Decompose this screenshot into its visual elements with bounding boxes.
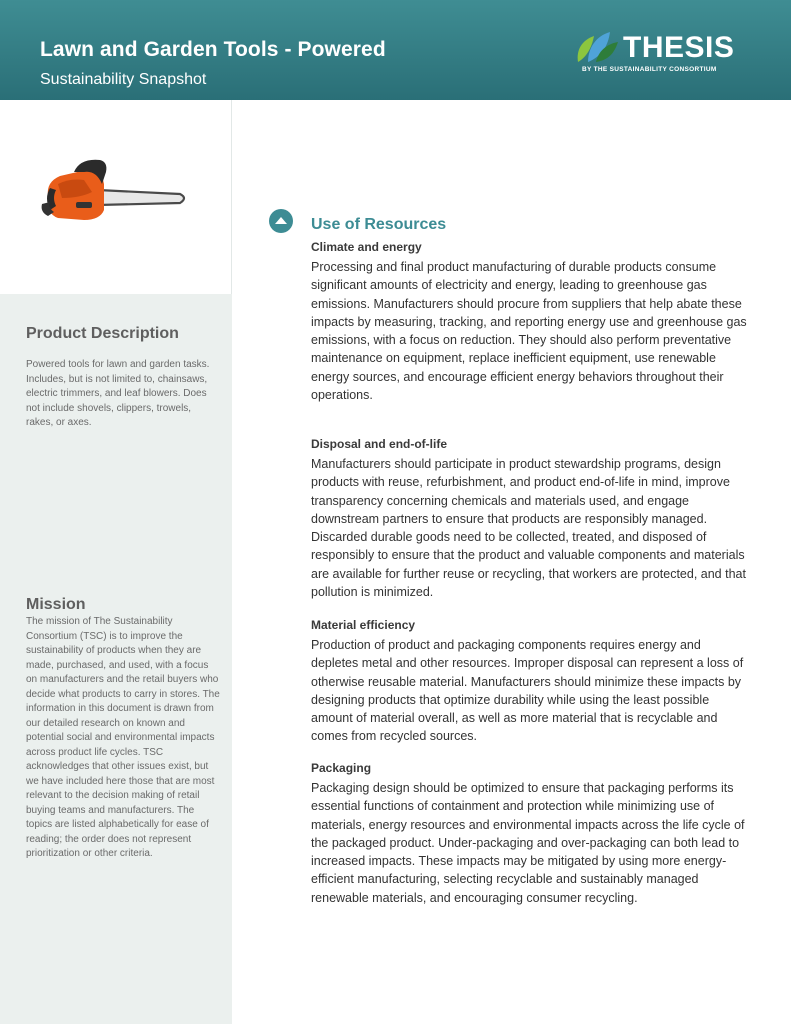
section-title: Use of Resources bbox=[311, 216, 447, 233]
chainsaw-image bbox=[40, 158, 190, 228]
triangle-up-icon bbox=[269, 209, 293, 233]
product-description-text: Powered tools for lawn and garden tasks. Includes, but is not limited to, chainsaws, electric trimmers, and leaf blowers. Does not include shovels, clippers, trowels, rakes, or axes. bbox=[26, 359, 210, 428]
topic-text-disposal: Manufacturers should participate in product stewardship programs, design products with reuse, refurbishment, and product end-of-life in mind, improve transparency concerning chemicals and materials used, and engage downstream partners to ensure that products are responsibly managed. Discarded durable goods need to be collected, treated, and disposed of responsibly to ensure that the product and valuable components and materials are available for further reuse or recycling, that workers are protected, and that pollution is minimized. bbox=[311, 457, 746, 600]
topic-text-climate: Processing and final product manufacturing of durable products consume significant amounts of electricity and energy, leading to greenhouse gas emissions. Manufacturers should procure from suppliers that help abate these impacts by measuring, tracking, and reporting energy use and greenhouse gas emissions, with a focus on reduction. They should also perform preventative maintenance on equipment, replace inefficient equipment, use renewable energy sources, and encourage efficient energy behaviors throughout their operations. bbox=[311, 260, 747, 403]
thesis-logo bbox=[574, 28, 744, 78]
topic-heading-material: Material efficiency bbox=[311, 618, 416, 632]
divider bbox=[231, 100, 232, 294]
topic-heading-packaging: Packaging bbox=[311, 761, 372, 775]
topic-text-material: Production of product and packaging components requires energy and depletes metal and other resources. Improper disposal can represent a loss of otherwise reusable material. Manufacturers should minimize these impacts by designing products that optimize durability while using the least possible amount of material overall, as well as more material that is recyclable and comes from recycled sources. bbox=[311, 638, 744, 744]
page-header bbox=[0, 0, 791, 100]
topic-heading-disposal: Disposal and end-of-life bbox=[311, 437, 448, 451]
page-title: Lawn and Garden Tools - Powered bbox=[40, 38, 386, 61]
logo-tagline: BY THE SUSTAINABILITY CONSORTIUM bbox=[582, 66, 717, 73]
logo-wordmark: THESIS bbox=[623, 31, 735, 64]
topic-heading-climate: Climate and energy bbox=[311, 240, 422, 254]
page-subtitle: Sustainability Snapshot bbox=[40, 71, 207, 88]
product-description-heading: Product Description bbox=[26, 325, 179, 342]
leaf-logo-icon bbox=[574, 28, 620, 64]
mission-text: The mission of The Sustainability Consortium (TSC) is to improve the sustainability of products when they are made, purchased, and used, with a focus on manufacturers and the retail buyers who decide what products to carry in stores. The information in this document is drawn from our detailed research on known and potential social and environmental impacts across product life cycles. TSC acknowledges that other issues exist, but we have included here those that are most relevant to the decision making of retail buying teams and manufacturers. The topics are listed alphabetically for ease of reading; the order does not represent prioritization or other criteria. bbox=[26, 616, 220, 859]
topic-text-packaging: Packaging design should be optimized to ensure that packaging performs its essential functions of containment and protection while minimizing use of materials, energy resources and environmental impacts across the life cycle of the packaged product. Under-packaging and over-packaging can both lead to increased impacts. These impacts may be mitigated by using more energy-efficient manufacturing, selecting recyclable and sustainably managed renewable materials, and encouraging consumer recycling. bbox=[311, 781, 745, 905]
mission-heading: Mission bbox=[26, 596, 86, 613]
